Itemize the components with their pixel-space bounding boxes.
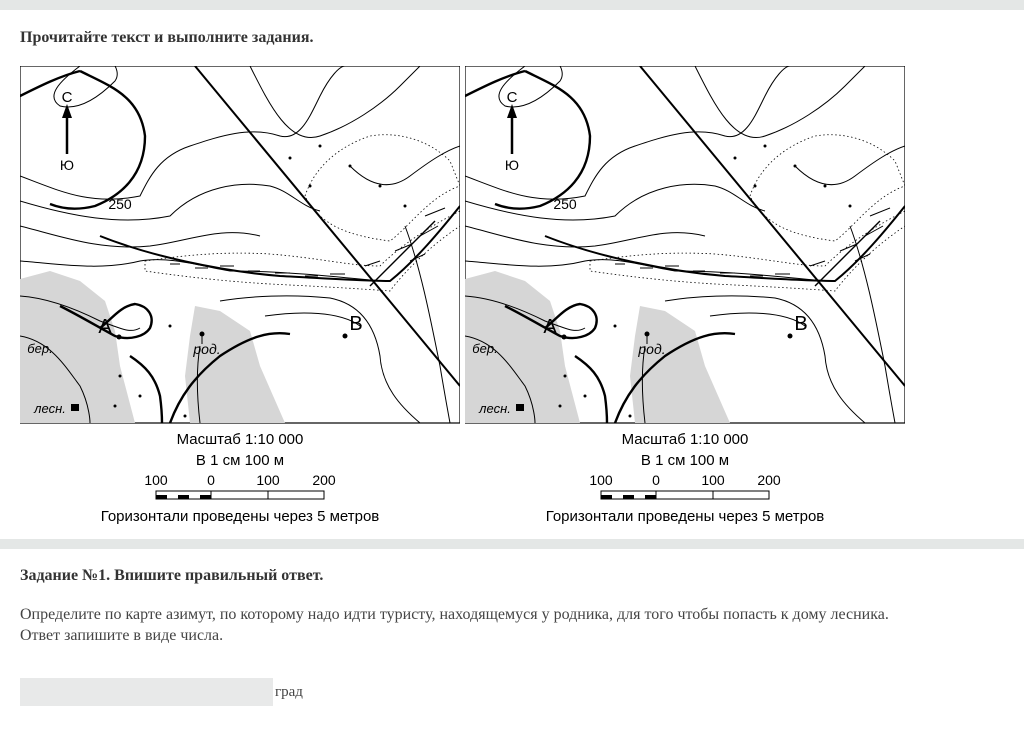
south-label: Ю — [504, 157, 520, 173]
map-figure — [20, 66, 460, 526]
forester-label: лесн. — [34, 401, 66, 416]
task-body — [20, 604, 1024, 646]
contour-label: 250 — [108, 196, 132, 212]
scale-subtitle: В 1 см 100 м — [640, 452, 730, 469]
point-a-label: A — [98, 316, 112, 338]
contour-note: Горизонтали проведены через 5 метров — [545, 508, 825, 525]
answer-row — [20, 678, 303, 706]
scale-title: Масштаб 1:10 000 — [176, 431, 304, 448]
north-label: С — [61, 89, 73, 106]
topographic-map-right — [465, 66, 905, 526]
birch-label: бер. — [27, 341, 53, 356]
section-divider — [0, 539, 1024, 549]
task-question: Определите по карте азимут, по которому надо идти туристу, находящемуся у родника, для того чтобы попасть к дому лесника. — [20, 606, 889, 623]
scale-bar — [156, 491, 324, 499]
scale-tick: 0 — [207, 472, 215, 488]
forester-house-icon — [71, 404, 79, 411]
scale-tick: 200 — [757, 472, 781, 488]
top-divider — [0, 0, 1024, 10]
scale-tick: 100 — [144, 472, 168, 488]
contour-note: Горизонтали проведены через 5 метров — [100, 508, 380, 525]
answer-input[interactable] — [20, 678, 273, 706]
topographic-map-left — [20, 66, 460, 526]
scale-title: Масштаб 1:10 000 — [621, 431, 749, 448]
map-figure — [465, 66, 905, 526]
scale-tick: 0 — [652, 472, 660, 488]
scale-subtitle: В 1 см 100 м — [195, 452, 285, 469]
point-b-label: B — [794, 313, 808, 335]
birch-label: бер. — [472, 341, 498, 356]
task-instruction: Ответ запишите в виде числа. — [20, 627, 224, 644]
south-label: Ю — [59, 157, 75, 173]
north-label: С — [506, 89, 518, 106]
scale-tick: 200 — [312, 472, 336, 488]
point-a-marker — [562, 335, 567, 340]
point-b-label: B — [349, 313, 363, 335]
point-b-marker — [343, 334, 348, 339]
point-a-marker — [117, 335, 122, 340]
answer-unit: град — [275, 684, 303, 700]
scale-bar — [601, 491, 769, 499]
scale-tick: 100 — [701, 472, 725, 488]
spring-label: род. — [193, 341, 221, 357]
contour-label: 250 — [553, 196, 577, 212]
point-a-label: A — [543, 316, 557, 338]
spring-label: род. — [638, 341, 666, 357]
forester-label: лесн. — [479, 401, 511, 416]
point-b-marker — [788, 334, 793, 339]
task-title: Задание №1. Впишите правильный ответ. — [20, 567, 324, 584]
section-heading: Прочитайте текст и выполните задания. — [20, 29, 314, 46]
scale-tick: 100 — [256, 472, 280, 488]
scale-tick: 100 — [589, 472, 613, 488]
forester-house-icon — [516, 404, 524, 411]
